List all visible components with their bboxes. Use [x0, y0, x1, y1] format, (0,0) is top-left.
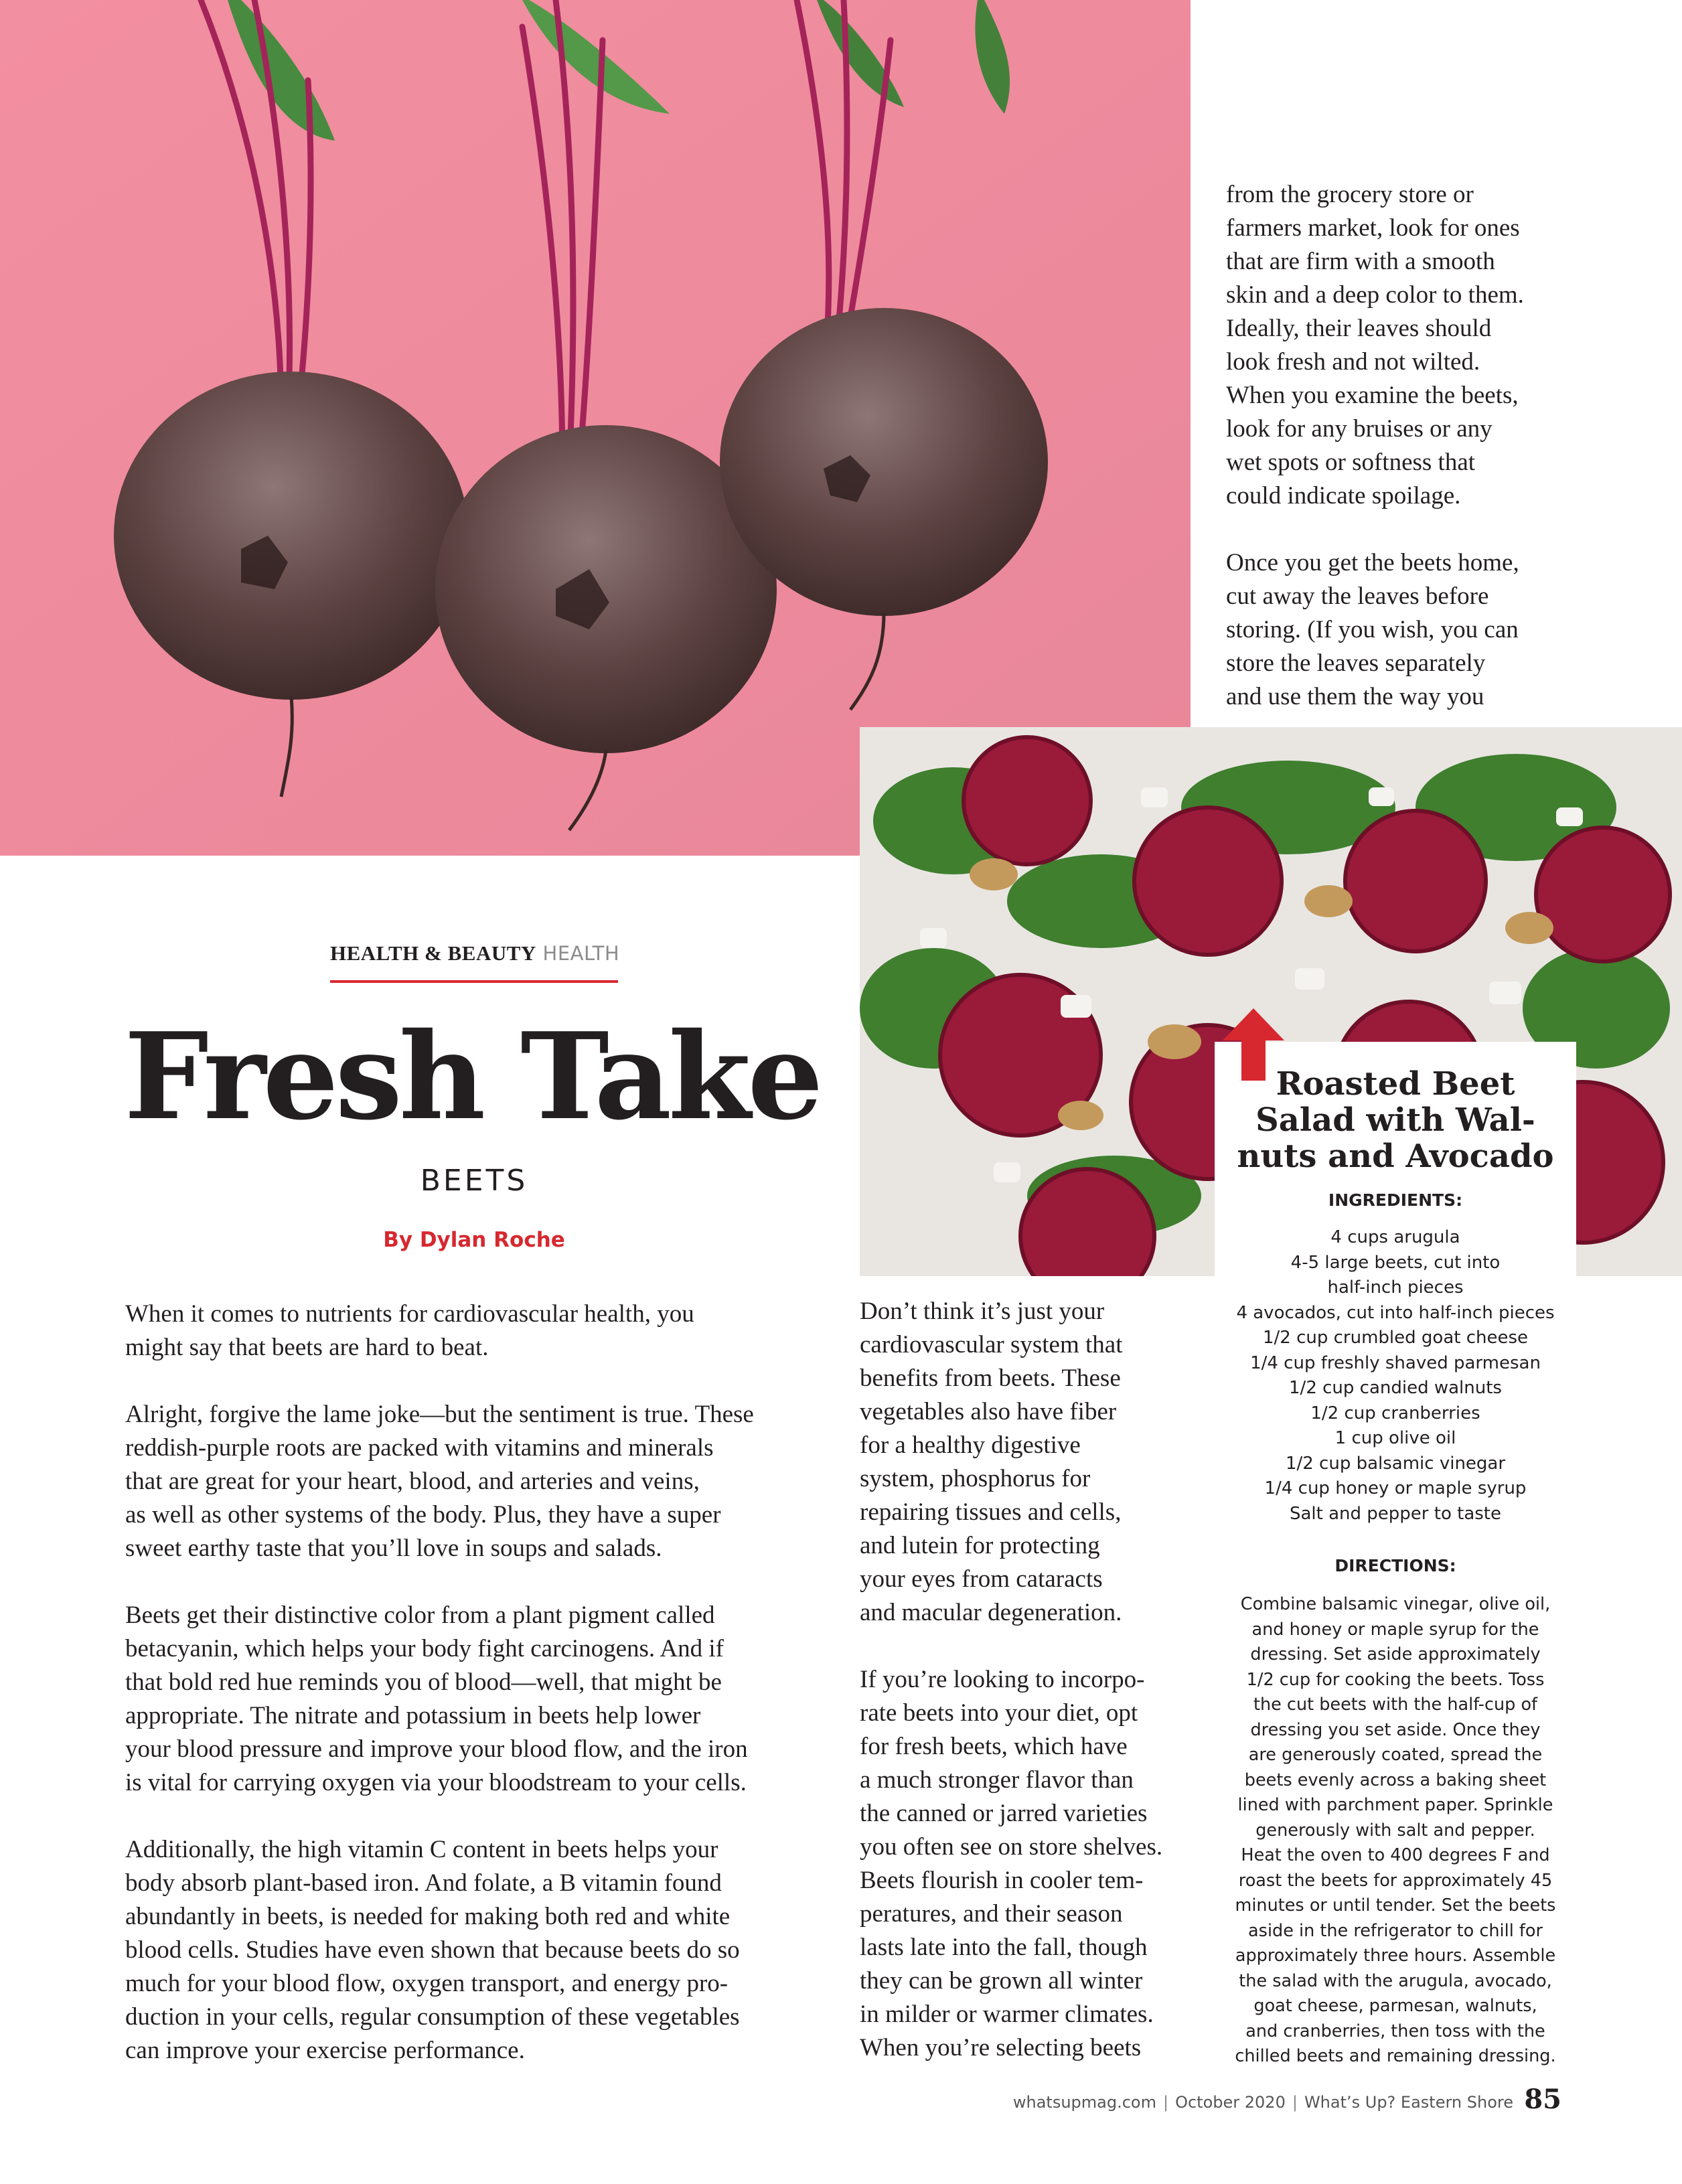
middle-column [860, 1295, 1208, 2098]
ingredient: Salt and pepper to taste [1290, 1503, 1501, 1524]
top-right-column [1226, 178, 1574, 747]
paragraph: When it comes to nutrients for cardiovascular health, you might say that beets are hard to beat. [125, 1300, 694, 1361]
recipe-title: Roasted Beet Salad with Wal-nuts and Avocado [1237, 1065, 1554, 1175]
left-column [125, 1298, 835, 2101]
subhead: BEETS [420, 1164, 528, 1198]
paragraph: Once you get the beets home, cut away the leaves before storing. (If you wish, you can store the leaves separately and use them the way you [1226, 549, 1519, 710]
ingredients-list [1229, 1225, 1561, 1527]
footer-publication: What’s Up? Eastern Shore [1304, 2093, 1513, 2112]
paragraph: Alright, forgive the lame joke—but the sentiment is true. These reddish-purple roots are packed with vitamins and minerals that are great for your heart, blood, and arteries and veins, as well as other systems of the body. Plus, they have a super sweet earthy taste that you’ll love in soups and salads. [125, 1401, 754, 1562]
paragraph: Additionally, the high vitamin C content in beets helps your body absorb plant-based iron. And folate, a B vitamin found abundantly in beets, is needed for making both red and white blood cells. Studies have even shown that because beets do so much for your blood flow, oxygen transport, and energy pro- duction in your cells, regular consumption of these vegetables can improve your exercise performance. [125, 1836, 740, 2064]
ingredient: half-inch pieces [1327, 1277, 1464, 1298]
section-rule [330, 980, 618, 983]
ingredient: 4-5 large beets, cut into [1290, 1252, 1501, 1273]
directions-heading: DIRECTIONS: [1334, 1556, 1456, 1575]
ingredient: 1/2 cup cranberries [1310, 1403, 1480, 1423]
ingredient: 4 cups arugula [1330, 1227, 1460, 1247]
ingredient: 1/4 cup freshly shaved parmesan [1250, 1352, 1541, 1373]
ingredient: 1 cup olive oil [1334, 1428, 1456, 1448]
section-label [330, 941, 618, 965]
paragraph: Beets get their distinctive color from a plant pigment called betacyanin, which helps your body fight carcinogens. And if that bold red hue reminds you of blood—well, that might be appropriate. The nitrate and potassium in beets help lower your blood pressure and improve your blood flow, and the iron is vital for carrying oxygen via your bloodstream to your cells. [125, 1602, 748, 1796]
footer-issue: October 2020 [1175, 2093, 1286, 2112]
ingredient: 1/2 cup crumbled goat cheese [1262, 1328, 1529, 1348]
page-number: 85 [1524, 2084, 1561, 2115]
footer-site: whatsupmag.com [1012, 2093, 1156, 2112]
section-primary: HEALTH & BEAUTY [330, 941, 536, 965]
footer-separator: | [1162, 2093, 1169, 2112]
ingredient: 1/2 cup balsamic vinegar [1285, 1453, 1506, 1474]
ingredient: 1/4 cup honey or maple syrup [1264, 1478, 1527, 1498]
ingredients-heading: INGREDIENTS: [1328, 1190, 1463, 1210]
ingredient: 4 avocados, cut into half-inch pieces [1236, 1302, 1555, 1323]
paragraph: If you’re looking to incorpo- rate beets into your diet, opt for fresh beets, which have a much stronger flavor than the canned or jarred varieties you often see on store shelves. Beets flourish in cooler tem- peratures, and their season lasts late into the fall, though they can be grown all winter in milder or warmer climates. When you’re selecting beets [860, 1666, 1163, 2061]
page-footer [870, 2093, 1513, 2112]
footer-separator: | [1292, 2093, 1298, 2112]
ingredient: 1/2 cup candied walnuts [1289, 1378, 1502, 1398]
section-secondary: HEALTH [542, 942, 620, 965]
directions-text: Combine balsamic vinegar, olive oil, and honey or maple syrup for the dressing. Set aside approximately 1/2 cup for cooking the beets. Toss the cut beets with the half-cup of dressing you set aside. Once they are generously coated, spread the beets evenly across a baking sheet lined with parchment paper. Sprinkle generously with salt and pepper. Heat the oven to 400 degrees F and roast the beets for approximately 45 minutes or until tender. Set the beets aside in the refrigerator to chill for approximately three hours. Assemble the salad with the arugula, avocado, goat cheese, parmesan, walnuts, and cranberries, then toss with the chilled beets and remaining dressing. [1235, 1594, 1556, 2066]
headline: Fresh Take [124, 1006, 820, 1146]
byline: By Dylan Roche [383, 1228, 565, 1252]
paragraph: Don’t think it’s just your cardiovascular system that benefits from beets. These vegetables also have fiber for a healthy digestive system, phosphorus for repairing tissues and cells, and lutein for protecting your eyes from cataracts and macular degeneration. [860, 1298, 1123, 1626]
paragraph: from the grocery store or farmers market, look for ones that are firm with a smooth skin and a deep color to them. Ideally, their leaves should look fresh and not wilted. When you examine the beets, look for any bruises or any wet spots or softness that could indicate spoilage. [1226, 181, 1524, 510]
